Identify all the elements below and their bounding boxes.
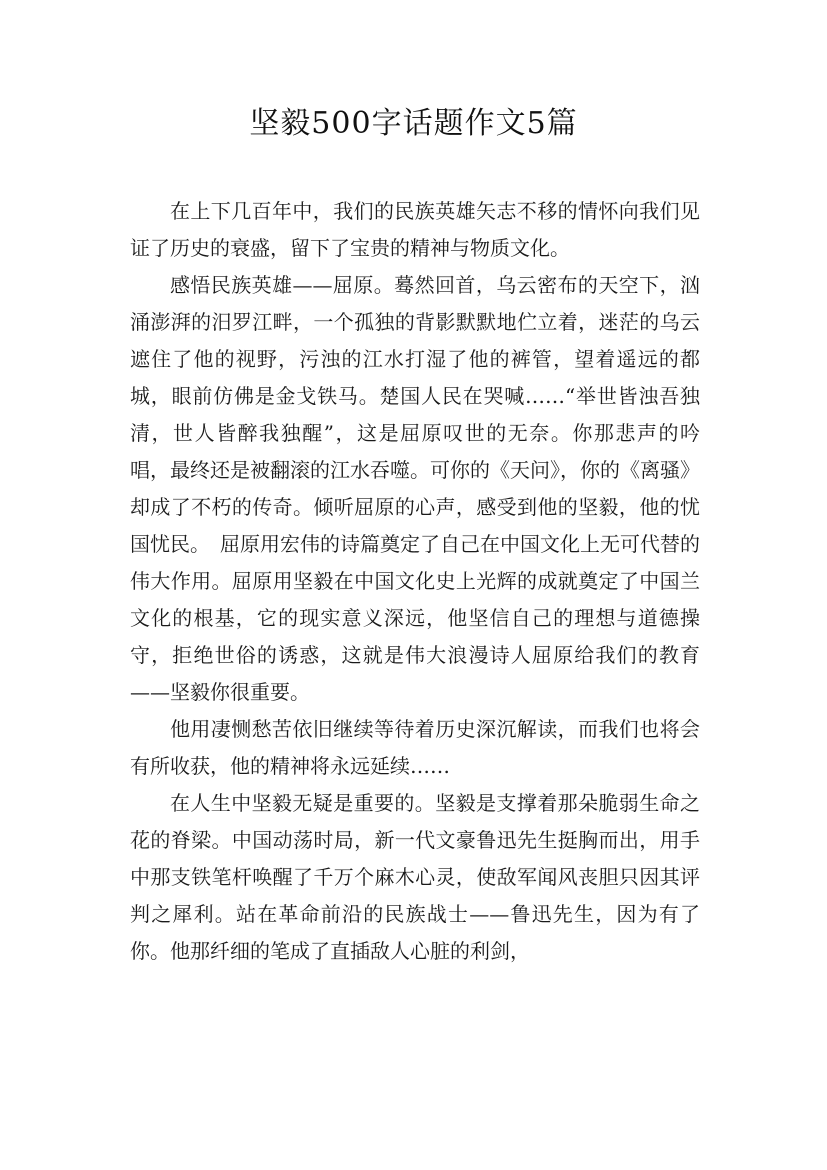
paragraph-1: 在上下几百年中，我们的民族英雄矢志不移的情怀向我们见证了历史的衰盛，留下了宝贵的精神与物质文化。 bbox=[130, 199, 700, 260]
paragraph-2: 感悟民族英雄——屈原。蓦然回首，乌云密布的天空下，汹涌澎湃的汨罗江畔，一个孤独的背影默默地伫立着，迷茫的乌云遮住了他的视野，污浊的江水打湿了他的裤管，望着遥远的都城，眼前仿佛是金戈铁马。楚国人民在哭喊……“举世皆浊吾独清，世人皆醉我独醒”，这是屈原叹世的无奈。你那悲声的吟唱，最终还是被翻滚的江水吞噬。可你的《天问》，你的《离骚》却成了不朽的传奇。倾听屈原的心声，感受到他的坚毅，他的忧国忧民。 屈原用宏伟的诗篇奠定了自己在中国文化上无可代替的伟大作用。屈原用坚毅在中国文化史上光辉的成就奠定了中国兰文化的根基，它的现实意义深远，他坚信自己的理想与道德操守，拒绝世俗的诱惑，这就是伟大浪漫诗人屈原给我们的教育——坚毅你很重要。 bbox=[130, 273, 700, 704]
document-title: 坚毅500字话题作文5篇 bbox=[249, 106, 578, 141]
paragraph-3: 他用凄恻愁苦依旧继续等待着历史深沉解读，而我们也将会有所收获，他的精神将永远延续…… bbox=[130, 717, 700, 778]
paragraph-4: 在人生中坚毅无疑是重要的。坚毅是支撑着那朵脆弱生命之花的脊梁。中国动荡时局，新一代文豪鲁迅先生挺胸而出，用手中那支铁笔杆唤醒了千万个麻木心灵，使敌军闻风丧胆只因其评判之犀利。站在革命前沿的民族战士——鲁迅先生，因为有了你。他那纤细的笔成了直插敌人心脏的利剑， bbox=[130, 791, 700, 963]
document-body bbox=[130, 193, 700, 970]
